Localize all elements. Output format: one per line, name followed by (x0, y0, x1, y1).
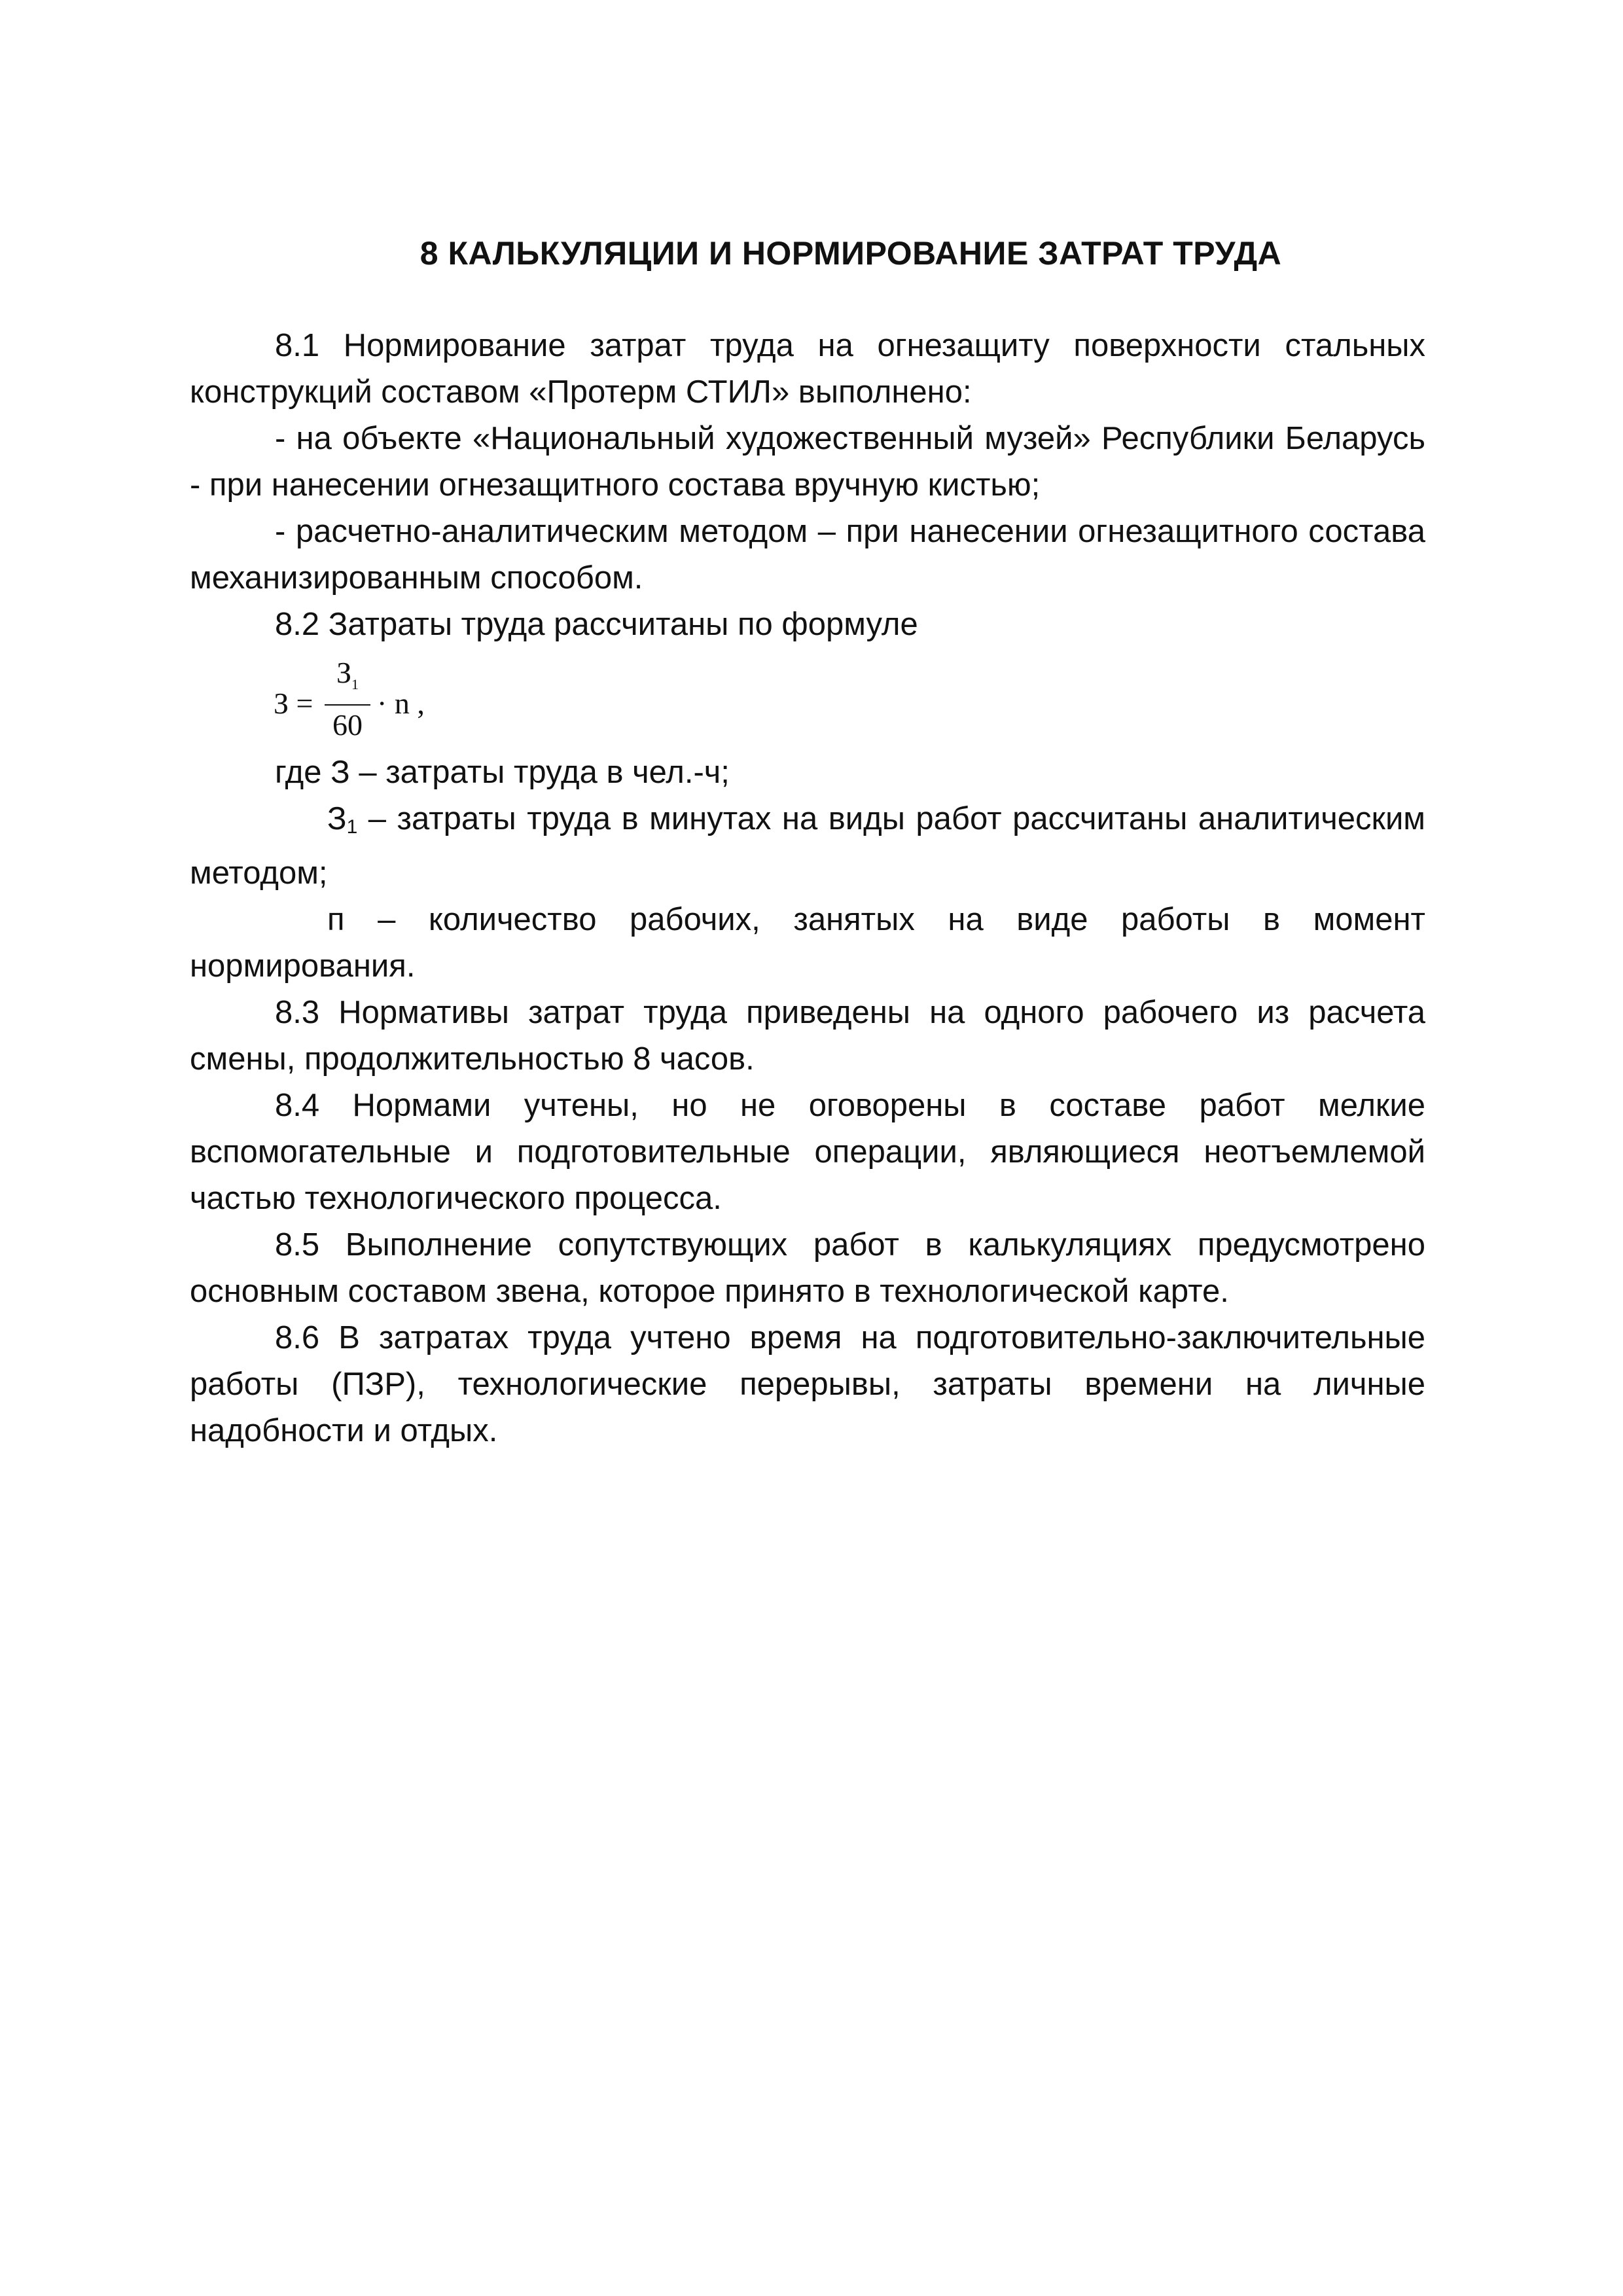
paragraph-8-3: 8.3 Нормативы затрат труда приведены на одного рабочего из расчета смены, продолжительностью 8 часов. (190, 995, 1425, 1077)
list-item-mechanized: - расчетно-аналитическим методом – при нанесении огнезащитного состава механизированным способом. (190, 514, 1425, 596)
paragraph-8-1: 8.1 Нормирование затрат труда на огнезащиту поверхности стальных конструкций составом «Протерм СТИЛ» выполнено: (190, 328, 1425, 410)
labor-formula (274, 655, 470, 746)
paragraph-8-6: 8.6 В затратах труда учтено время на подготовительно-заключительные работы (ПЗР), технологические перерывы, затраты времени на личные надобности и отдых. (190, 1320, 1425, 1448)
section-title: 8 КАЛЬКУЛЯЦИИ И НОРМИРОВАНИЕ ЗАТРАТ ТРУДА (419, 235, 1282, 272)
list-item-museum: - на объекте «Национальный художественный музей» Республики Беларусь - при нанесении огнезащитного состава вручную кистью; (190, 421, 1425, 503)
section-body-top (190, 323, 1425, 648)
formula-fraction (325, 655, 370, 744)
section-body-bottom (190, 749, 1425, 1454)
definition-n: п – количество рабочих, занятых на виде работы в момент нормирования. (190, 902, 1425, 984)
formula-lhs: З = (274, 687, 313, 720)
formula-denominator: 60 (332, 708, 363, 742)
definition-z: где З – затраты труда в чел.-ч; (275, 755, 730, 790)
paragraph-8-5: 8.5 Выполнение сопутствующих работ в калькуляциях предусмотрено основным составом звена, которое принято в технологической карте. (190, 1227, 1425, 1309)
fraction-bar (325, 704, 370, 706)
definition-z1: $З_1$ – затраты труда в минутах на виды работ рассчитаны аналитическим методом; (190, 801, 1425, 891)
formula-rhs: · n , (377, 687, 425, 720)
paragraph-8-2: 8.2 Затраты труда рассчитаны по формуле (275, 607, 918, 642)
formula-numerator: $З_1$ (336, 656, 359, 693)
paragraph-8-4: 8.4 Нормами учтены, но не оговорены в составе работ мелкие вспомогательные и подготовительные операции, являющиеся неотъемлемой частью технологического процесса. (190, 1088, 1425, 1216)
